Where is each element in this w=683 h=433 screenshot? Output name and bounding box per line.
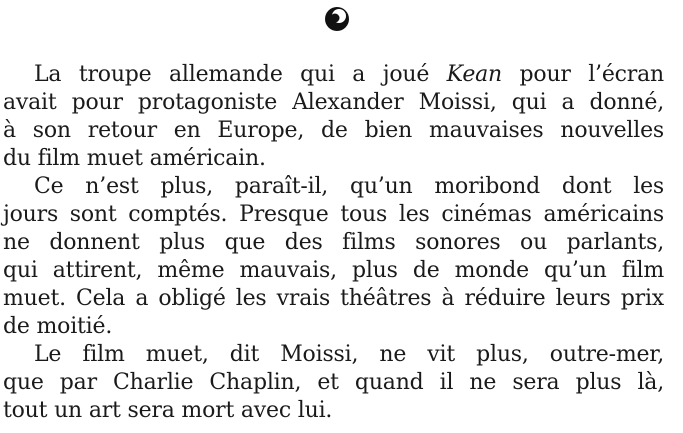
text-line: Le film muet, dit Moissi, ne vit plus, outre-mer, (34, 342, 664, 367)
text-line: jours sont comptés. Presque tous les cinémas américains (3, 202, 664, 227)
text-segment: pour l’écran (502, 62, 664, 87)
crescent-moon-icon (322, 4, 352, 34)
text-line: ne donnent plus que des films sonores ou parlants, (3, 230, 664, 255)
text-line: Ce n’est plus, paraît-il, qu’un moribond dont les (34, 174, 664, 199)
text-line: du film muet américain. (3, 146, 266, 171)
text-line: de moitié. (3, 314, 113, 339)
text-line: que par Charlie Chaplin, et quand il ne sera plus là, (3, 370, 664, 395)
text-line: avait pour protagoniste Alexander Moissi, qui a donné, (3, 90, 664, 115)
text-line: tout un art sera mort avec lui. (3, 398, 333, 423)
text-line: muet. Cela a obligé les vrais théâtres à réduire leurs prix (3, 286, 664, 311)
title-kean: Kean (446, 62, 503, 87)
text-line (34, 62, 664, 88)
text-segment: La troupe allemande qui a joué (34, 62, 447, 87)
text-line: qui attirent, même mauvais, plus de monde qu’un film (3, 258, 664, 283)
text-line: à son retour en Europe, de bien mauvaises nouvelles (3, 118, 664, 143)
